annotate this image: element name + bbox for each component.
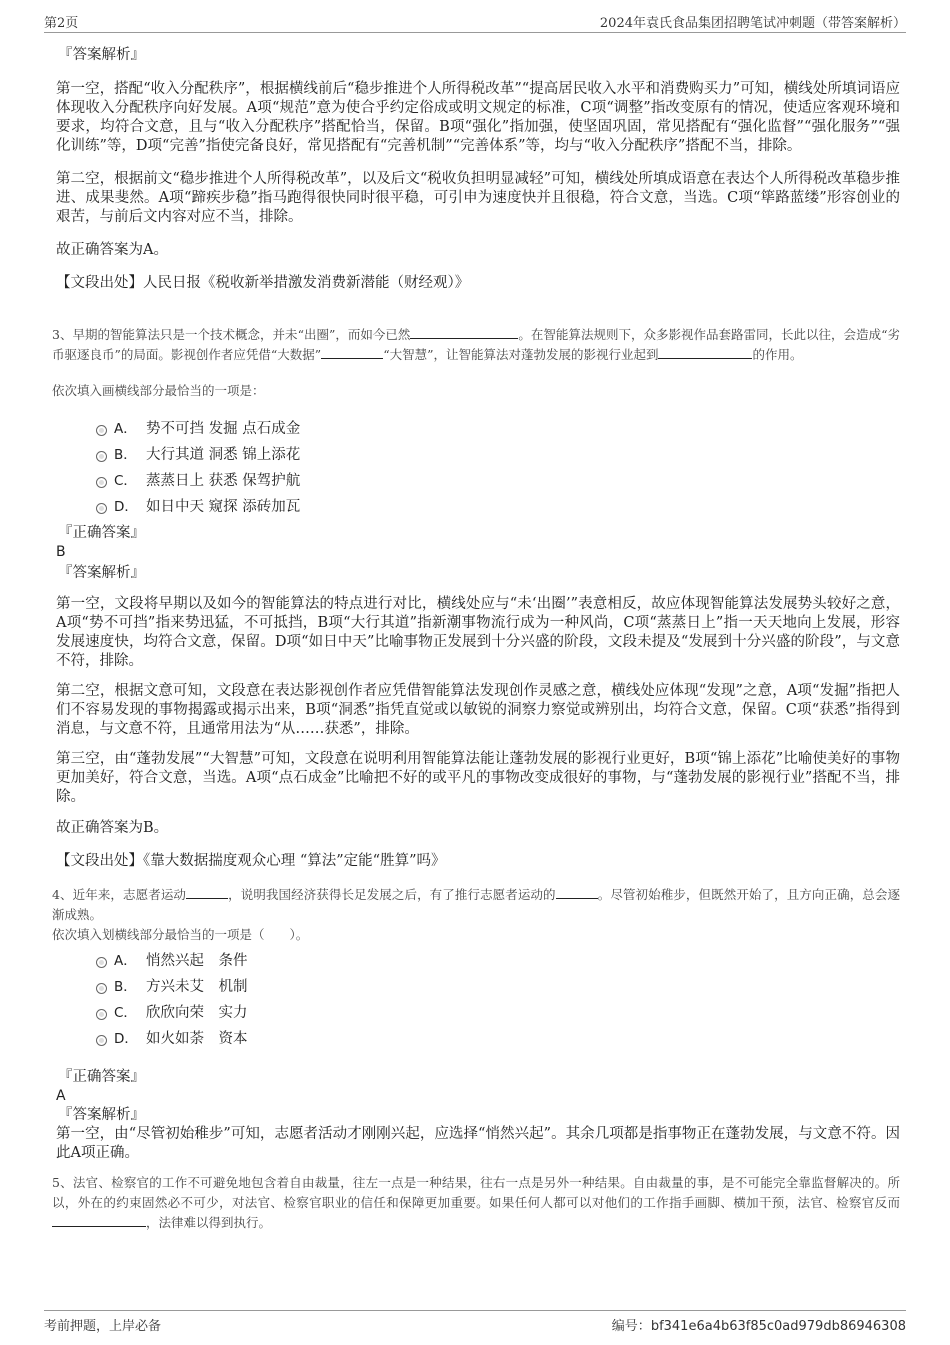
q3-analysis-p2: 第二空，根据文意可知，文段意在表达影视创作者应凭借智能算法发现创作灵感之意，横线处应体现“发现”之意，A项“发掘”指把人们不容易发现的事物揭露或揭示出来，B项“洞悉”指凭直觉或以敏锐的洞察力察觉或辨别出，均符合文意，保留。C项“获悉”指得到消息，与文意不符，且通常用法为“从……获悉”，排除。 <box>56 683 900 737</box>
q4-question-text: 4、近年来，志愿者运动 ，说明我国经济获得长足发展之后，有了推行志愿者运动的 。尽管初始稚步，但既然开始了，且方向正确，总会逐渐成熟。 <box>52 887 900 922</box>
document-code: 编号：bf341e6a4b63f85c0ad979db86946308 <box>611 1319 906 1334</box>
q4-blank-1 <box>186 886 228 899</box>
q3-prompt: 依次填入画横线部分最恰当的一项是： <box>52 383 265 398</box>
q3-option-a[interactable]: A． 势不可挡 发掘 点石成金 <box>56 416 900 442</box>
q3-analysis-p1: 第一空，文段将早期以及如今的智能算法的特点进行对比，横线处应与“未‘出圈’”表意相反，故应体现智能算法发展势头较好之意，A项“势不可挡”指来势迅猛，不可抵挡，B项“大行其道”指新潮事物流行成为一种风尚，C项“蒸蒸日上”指一天天地向上发展，形容发展速度快，均符合文意，保留。D项“如日中天”比喻事物正发展到十分兴盛的阶段，文段未提及“发展到十分兴盛的阶段”，与文意不符，排除。 <box>56 596 900 669</box>
q2-analysis-p2: 第二空，根据前文“稳步推进个人所得税改革”，以及后文“税收负担明显减轻”可知，横线处所填成语意在表达个人所得税改革稳步推进、成果斐然。A项“蹄疾步稳”指马跑得很快同时很平稳，可引申为速度快并且很稳，符合文意，当选。C项“筚路蓝缕”形容创业的艰苦，与前后文内容对应不当，排除。 <box>56 171 900 225</box>
page-header <box>44 10 906 33</box>
q2-analysis-label: 『答案解析』 <box>58 47 145 63</box>
radio-icon[interactable] <box>96 503 107 514</box>
page-footer <box>44 1310 906 1335</box>
q4-analysis-p1: 第一空，由“尽管初始稚步”可知，志愿者活动才刚刚兴起，应选择“悄然兴起”。其余几项都是指事物正在蓬勃发展，与文意不符。因此A项正确。 <box>56 1126 900 1161</box>
q4-correct-label: 『正确答案』 <box>58 1069 145 1085</box>
radio-icon[interactable] <box>96 1009 107 1020</box>
q3-option-c[interactable]: C． 蒸蒸日上 获悉 保驾护航 <box>56 468 900 494</box>
q5-question-text: 5、法官、检察官的工作不可避免地包含着自由裁量，往左一点是一种结果，往右一点是另外一种结果。自由裁量的事，是不可能完全靠监督解决的。所以，外在的约束固然必不可少，对法官、检察官职业的信任和保障更加重要。如果任何人都可以对他们的工作指手画脚、横加干预，法官、检察官反而，法律难以得到执行。 <box>52 1175 900 1230</box>
radio-icon[interactable] <box>96 451 107 462</box>
document-title: 2024年袁氏食品集团招聘笔试冲刺题（带答案解析） <box>599 16 906 31</box>
q3-option-b[interactable]: B． 大行其道 洞悉 锦上添花 <box>56 442 900 468</box>
q4-analysis-label: 『答案解析』 <box>58 1107 145 1123</box>
q2-analysis-p1: 第一空，搭配“收入分配秩序”，根据横线前后“稳步推进个人所得税改革”“提高居民收入水平和消费购买力”可知，横线处所填词语应体现收入分配秩序向好发展。A项“规范”意为使合乎约定俗成或明文规定的标准，C项“调整”指改变原有的情况，使适应客观环境和要求，均符合文意，且与“收入分配秩序”搭配恰当，保留。B项“强化”指加强，使坚固巩固，常见搭配有“强化监督”“强化服务”“强化训练”等，D项“完善”指使完备良好，常见搭配有“完善机制”“完善体系”等，均与“收入分配秩序”搭配不当，排除。 <box>56 81 900 154</box>
q3-blank-1 <box>410 326 518 339</box>
q3-correct-label: 『正确答案』 <box>58 525 145 541</box>
radio-icon[interactable] <box>96 957 107 968</box>
q3-options <box>56 416 900 520</box>
q3-analysis-label: 『答案解析』 <box>58 565 145 581</box>
q4-correct-value: A <box>56 1088 66 1104</box>
q4-options <box>56 948 900 1052</box>
q3-option-d[interactable]: D． 如日中天 窥探 添砖加瓦 <box>56 494 900 520</box>
q4-option-a[interactable]: A． 悄然兴起 条件 <box>56 948 900 974</box>
q4-option-c[interactable]: C． 欣欣向荣 实力 <box>56 1000 900 1026</box>
page-content <box>52 44 900 1233</box>
q3-blank-2 <box>321 346 383 359</box>
q4-blank-2 <box>556 886 598 899</box>
radio-icon[interactable] <box>96 425 107 436</box>
q4-option-b[interactable]: B． 方兴未艾 机制 <box>56 974 900 1000</box>
q5-blank-1 <box>52 1214 146 1227</box>
q3-analysis-p3: 第三空，由“蓬勃发展”“大智慧”可知，文段意在说明利用智能算法能让蓬勃发展的影视行业更好，B项“锦上添花”比喻使美好的事物更加美好，符合文意，当选。A项“点石成金”比喻把不好的或平凡的事物改变成很好的事物，与“蓬勃发展的影视行业”搭配不当，排除。 <box>56 751 900 805</box>
q2-conclusion: 故正确答案为A。 <box>56 242 168 258</box>
q3-blank-3 <box>658 346 752 359</box>
q2-source: 【文段出处】人民日报《税收新举措激发消费新潜能（财经观）》 <box>56 275 470 291</box>
q4-prompt: 依次填入划横线部分最恰当的一项是（ ）。 <box>52 927 309 942</box>
q3-question-text: 3、早期的智能算法只是一个技术概念，并未“出圈”，而如今已然 。在智能算法规则下，众多影视作品套路雷同，长此以往，会造成“劣币驱逐良币”的局面。影视创作者应凭借“大数据” “大智慧”，让智能算法对蓬勃发展的影视行业起到 的作用。 <box>52 327 900 362</box>
footer-slogan: 考前押题，上岸必备 <box>44 1319 162 1334</box>
q3-source: 【文段出处】《靠大数据揣度观众心理 “算法”定能“胜算”吗》 <box>56 853 446 869</box>
radio-icon[interactable] <box>96 477 107 488</box>
q3-conclusion: 故正确答案为B。 <box>56 820 169 836</box>
q3-correct-value: B <box>56 544 66 560</box>
page-number: 第2页 <box>44 16 79 31</box>
radio-icon[interactable] <box>96 983 107 994</box>
radio-icon[interactable] <box>96 1035 107 1046</box>
q4-option-d[interactable]: D． 如火如荼 资本 <box>56 1026 900 1052</box>
